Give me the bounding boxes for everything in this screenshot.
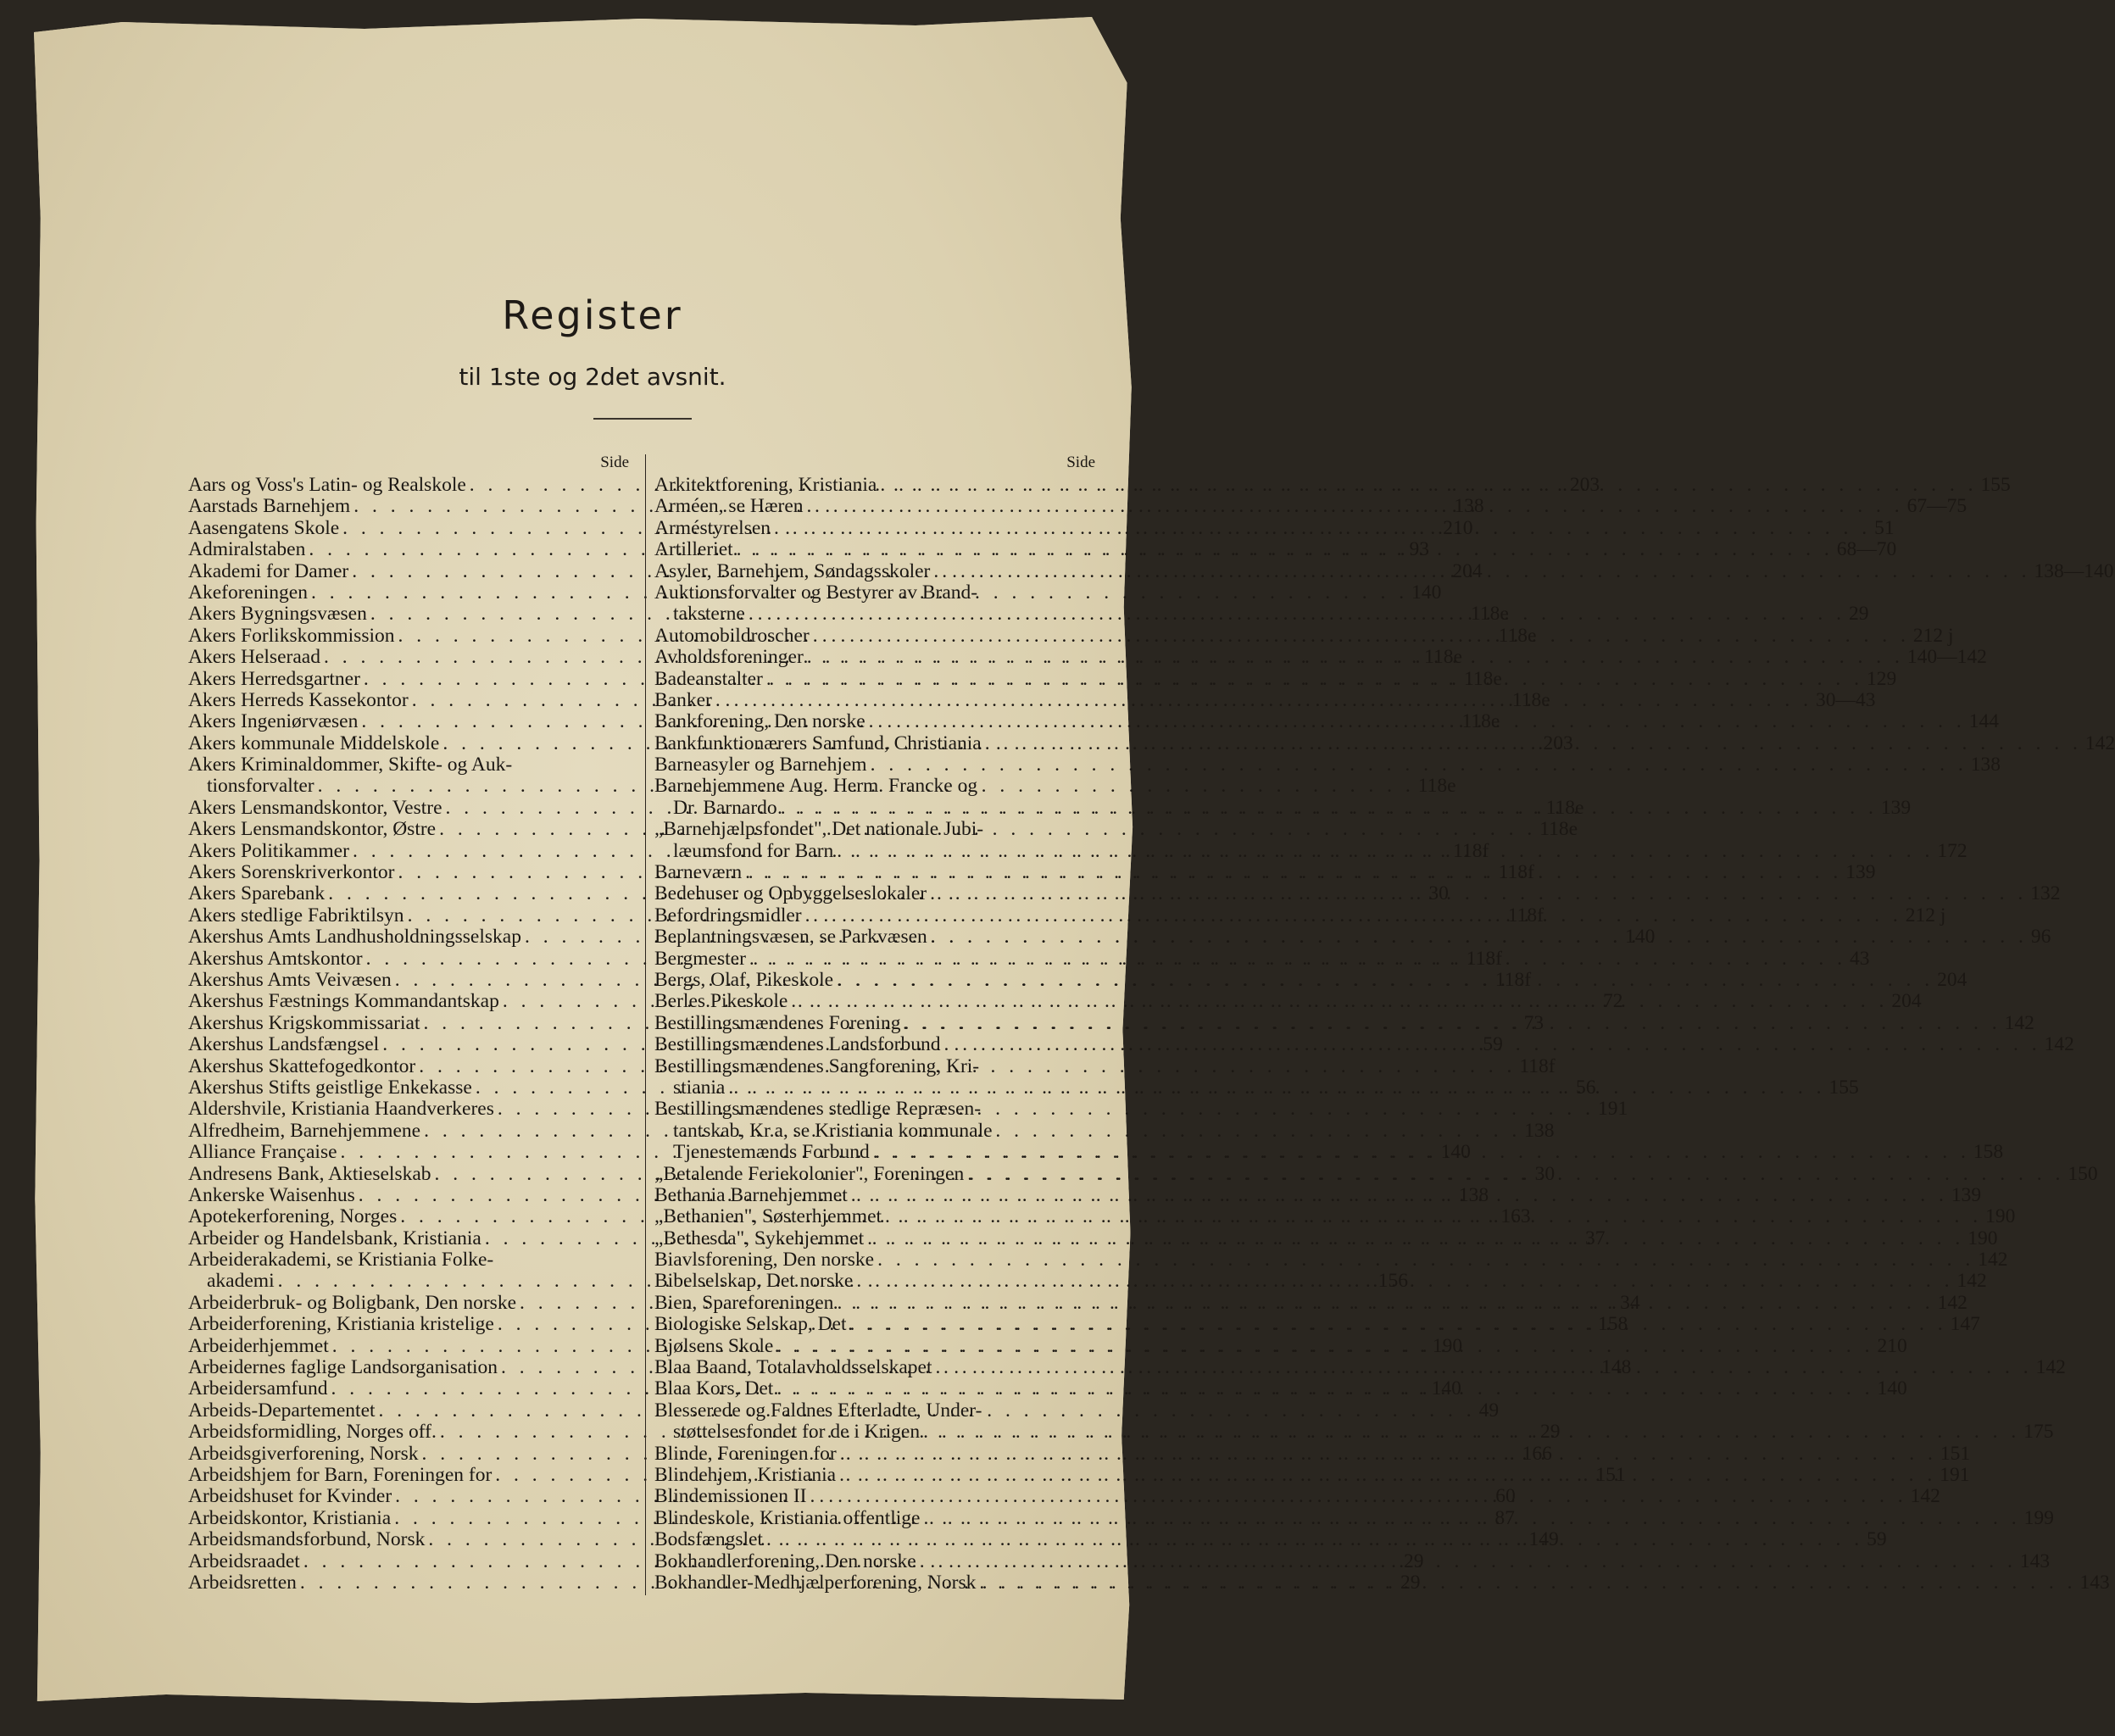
entry-name: Artilleriet bbox=[654, 538, 733, 561]
entry-page: 118e bbox=[1545, 796, 1584, 819]
leader-dots bbox=[850, 1314, 1947, 1335]
entry-name: Bokhandlerforening, Den norske bbox=[654, 1550, 916, 1572]
leader-dots bbox=[807, 647, 1904, 668]
entry-name: Akers Lensmandskontor, Østre bbox=[188, 818, 437, 841]
leader-dots bbox=[873, 1142, 1970, 1163]
entry-page: 51 bbox=[1874, 516, 1895, 539]
entry-page: 191 bbox=[1940, 1463, 1970, 1486]
entry-name: Arbeiderbruk- og Boligbank, Den norske bbox=[188, 1291, 517, 1314]
entry-page: 72 bbox=[1602, 990, 1623, 1013]
leader-dots bbox=[837, 841, 1934, 862]
title-rule bbox=[593, 418, 692, 420]
entry-page: 204 bbox=[1937, 968, 1968, 991]
entry-name: Alfredheim, Barnehjemmene bbox=[188, 1119, 421, 1142]
entry-page: 37 bbox=[1585, 1227, 1606, 1249]
entry-page: 190 bbox=[1985, 1205, 2016, 1228]
leader-dots bbox=[745, 862, 1842, 883]
entry-page: 142 bbox=[1978, 1249, 2008, 1271]
entry-name: Arbeidsraadet bbox=[188, 1550, 300, 1572]
entry-page: 147 bbox=[1950, 1313, 1980, 1336]
entry-name: Ankerske Waisenhus bbox=[188, 1183, 355, 1206]
entry-name: Akershus Amtskontor bbox=[188, 947, 363, 970]
entry-page: 118e bbox=[1464, 667, 1502, 690]
entry-name: Alliance Française bbox=[188, 1141, 337, 1164]
entry-page: 138—140 bbox=[2034, 559, 2114, 582]
entry-name: Berles Pikeskole bbox=[654, 990, 788, 1013]
entry-page: 190 bbox=[1432, 1334, 1463, 1357]
entry-page: 30 bbox=[1534, 1162, 1556, 1185]
entry-page: 118f bbox=[1519, 1054, 1556, 1077]
entry-page: 172 bbox=[1937, 839, 1968, 862]
index-entry bbox=[654, 1249, 2008, 1271]
leader-dots bbox=[923, 1422, 2020, 1443]
entry-name: Arbeiderhjemmet bbox=[188, 1334, 329, 1357]
entry-name: Akershus Skattefogedkontor bbox=[188, 1054, 416, 1077]
entry-name: Bodsfængslet bbox=[654, 1528, 763, 1551]
page-subtitle: til 1ste og 2det avsnit. bbox=[459, 363, 726, 391]
leader-dots bbox=[920, 1551, 2017, 1572]
entry-page: 204 bbox=[1452, 559, 1483, 582]
entry-name: Bestillingsmændenes Sangforening, Kri- bbox=[654, 1054, 980, 1077]
entry-name: Akers kommunale Middelskole bbox=[188, 732, 440, 754]
leader-dots bbox=[924, 1508, 2021, 1529]
entry-page: 29 bbox=[1539, 1421, 1561, 1444]
entry-page: 163 bbox=[1500, 1205, 1531, 1228]
entry-name: Bedehuser og Opbyggelseslokaler bbox=[654, 882, 927, 905]
entry-name: akademi bbox=[207, 1270, 275, 1293]
entry-name: læumsfond for Barn bbox=[673, 839, 834, 862]
entry-name: Banker bbox=[654, 688, 712, 711]
entry-page: 132 bbox=[2030, 882, 2061, 905]
entry-page: 151 bbox=[1595, 1463, 1626, 1486]
entry-page: 34 bbox=[1620, 1291, 1640, 1314]
entry-name: Bethania Barnehjemmet bbox=[654, 1183, 848, 1206]
entry-name: Akers Sparebank bbox=[188, 882, 326, 905]
entry-name: Bestillingsmændenes stedlige Repræsen- bbox=[654, 1098, 982, 1121]
leader-dots bbox=[877, 1249, 1974, 1271]
entry-name: Bestillingsmændenes Landsforbund bbox=[654, 1033, 941, 1056]
entry-name: Barnehjemmene Aug. Herm. Francke og bbox=[654, 775, 978, 798]
entry-name: Akers Herreds Kassekontor bbox=[188, 688, 409, 711]
entry-page: 212 j bbox=[1912, 624, 1954, 647]
leader-dots bbox=[885, 1206, 1982, 1227]
leader-dots bbox=[867, 1228, 1964, 1249]
leader-dots bbox=[837, 1293, 1934, 1314]
entry-name: Apotekerforening, Norges bbox=[188, 1205, 398, 1228]
leader-dots bbox=[840, 1444, 1937, 1465]
entry-page: 142 bbox=[1910, 1485, 1940, 1508]
entry-name: Bankfunktionærers Samfund, Christiania bbox=[654, 732, 982, 754]
leader-dots bbox=[791, 991, 1888, 1012]
entry-name: Arbeidsmandsforbund, Norsk bbox=[188, 1528, 426, 1551]
entry-name: „Barnehjælpsfondet", Det nationale Jubi- bbox=[654, 818, 984, 841]
entry-name: Arbeiderforening, Kristiania kristelige bbox=[188, 1313, 494, 1336]
entry-page: 138 bbox=[1458, 1183, 1489, 1206]
entry-page: 29 bbox=[1403, 1550, 1424, 1572]
leader-dots bbox=[869, 711, 1966, 732]
entry-page: 148 bbox=[1601, 1356, 1632, 1379]
entry-name: tionsforvalter bbox=[207, 775, 314, 798]
leader-dots bbox=[930, 883, 2027, 904]
entry-name: Arbeidernes faglige Landsorganisation bbox=[188, 1356, 498, 1379]
entry-page: 138 bbox=[1970, 754, 2001, 776]
entry-page: 96 bbox=[2030, 926, 2051, 949]
entry-name: Akers Lensmandskontor, Vestre bbox=[188, 796, 442, 819]
entry-name: tantskab, Kr.a, se Kristiania kommunale bbox=[673, 1119, 993, 1142]
entry-page: 150 bbox=[2068, 1162, 2098, 1185]
entry-page: 138 bbox=[1524, 1119, 1555, 1142]
entry-name: Akademi for Damer bbox=[188, 559, 349, 582]
entry-page: 30 bbox=[1428, 882, 1449, 905]
leader-dots bbox=[776, 1336, 1873, 1357]
entry-name: Arbeidsformidling, Norges off. bbox=[188, 1421, 437, 1444]
index-entry bbox=[188, 1249, 629, 1271]
side-label-right: Side bbox=[1066, 453, 1095, 471]
entry-name: Akershus Landsfængsel bbox=[188, 1033, 380, 1056]
entry-name: Arbeidshuset for Kvinder bbox=[188, 1485, 392, 1508]
leader-dots bbox=[856, 1271, 1953, 1292]
entry-page: 118f bbox=[1498, 861, 1534, 884]
entry-page: 118e bbox=[1498, 624, 1537, 647]
entry-page: 142 bbox=[2044, 1033, 2074, 1056]
entry-page: 68—70 bbox=[1836, 538, 1897, 561]
entry-name: Akers Ingeniørvæsen bbox=[188, 710, 359, 733]
entry-page: 59 bbox=[1483, 1033, 1503, 1056]
leader-dots bbox=[851, 1185, 1948, 1206]
entry-page: 118f bbox=[1507, 904, 1544, 926]
leader-dots bbox=[766, 669, 1863, 690]
entry-name: Befordringsmidler bbox=[654, 904, 802, 926]
entry-page: 87 bbox=[1494, 1506, 1515, 1529]
entry-page: 49 bbox=[1478, 1399, 1500, 1422]
entry-name: Beplantningsvæsen, se Parkvæsen bbox=[654, 926, 927, 949]
entry-name: Asyler, Barnehjem, Søndagsskoler bbox=[654, 559, 931, 582]
entry-name: Avholdsforeninger bbox=[654, 646, 804, 669]
entry-page: 73 bbox=[1523, 1011, 1545, 1034]
leader-dots bbox=[880, 475, 1977, 496]
entry-page: 139 bbox=[1845, 861, 1876, 884]
entry-name: Akers Helseraad bbox=[188, 646, 320, 669]
entry-page: 158 bbox=[1598, 1313, 1628, 1336]
leader-dots bbox=[985, 733, 2082, 754]
entry-page: 210 bbox=[1877, 1334, 1907, 1357]
entry-page: 138 bbox=[1454, 495, 1484, 518]
entry-name: Blindeskole, Kristiania offentlige bbox=[654, 1506, 921, 1529]
entry-page: 118e bbox=[1539, 818, 1578, 841]
entry-name: Tjenestemænds Forbund bbox=[673, 1141, 870, 1164]
entry-name: Aasengatens Skole bbox=[188, 516, 340, 539]
leader-dots bbox=[749, 949, 1846, 970]
entry-page: 142 bbox=[1937, 1291, 1968, 1314]
entry-page: 151 bbox=[1940, 1442, 1971, 1465]
entry-page: 204 bbox=[1891, 990, 1922, 1013]
entry-name: Biologiske Selskap, Det bbox=[654, 1313, 847, 1336]
entry-page: 118e bbox=[1511, 688, 1550, 711]
entry-name: Automobildroscher bbox=[654, 624, 810, 647]
index-entry bbox=[654, 1099, 1095, 1120]
entry-page: 203 bbox=[1569, 474, 1600, 496]
entry-page: 29 bbox=[1848, 603, 1869, 626]
entry-page: 155 bbox=[1980, 474, 2011, 496]
entry-name: Arbeidshjem for Barn, Foreningen for bbox=[188, 1463, 493, 1486]
leader-dots bbox=[904, 1013, 2001, 1034]
entry-page: 156 bbox=[1378, 1270, 1408, 1293]
index-entry bbox=[654, 754, 2001, 776]
entry-name: Arbeidsretten bbox=[188, 1571, 297, 1594]
index-entry bbox=[654, 776, 1095, 797]
entry-page: 175 bbox=[2023, 1421, 2054, 1444]
leader-dots bbox=[871, 754, 1968, 776]
entry-name: Barneværn bbox=[654, 861, 743, 884]
index-entry bbox=[654, 582, 1095, 604]
column-divider bbox=[645, 454, 646, 1595]
leader-dots bbox=[813, 626, 1910, 647]
entry-page: 93 bbox=[1409, 538, 1429, 561]
entry-name: Aarstads Barnehjem bbox=[188, 495, 351, 518]
entry-name: Arkitektforening, Kristiania bbox=[654, 474, 877, 496]
entry-name: Akershus Fæstnings Kommandantskap bbox=[188, 990, 499, 1013]
entry-name: Bergmester bbox=[654, 947, 746, 970]
entry-page: 118e bbox=[1417, 775, 1456, 798]
entry-name: Blesserede og Faldnes Efterladte, Under- bbox=[654, 1399, 982, 1422]
entry-name: støttelsesfondet for de i Krigen bbox=[673, 1421, 921, 1444]
entry-name: Akershus Amts Landhusholdningsselskap bbox=[188, 926, 521, 949]
entry-page: 60 bbox=[1495, 1485, 1516, 1508]
entry-name: Akershus Krigskommissariat bbox=[188, 1011, 420, 1034]
side-label-left: Side bbox=[600, 453, 629, 471]
entry-page: 203 bbox=[1543, 732, 1573, 754]
entry-page: 139 bbox=[1951, 1183, 1982, 1206]
entry-name: Barneasyler og Barnehjem bbox=[654, 754, 867, 776]
entry-name: Akers Bygningsvæsen bbox=[188, 603, 367, 626]
entry-page: 29 bbox=[1400, 1571, 1421, 1594]
leader-dots bbox=[774, 518, 1871, 539]
entry-page: 210 bbox=[1443, 516, 1473, 539]
index-entry bbox=[654, 1121, 1095, 1142]
entry-page: 129 bbox=[1867, 667, 1897, 690]
leader-dots bbox=[967, 1164, 2064, 1185]
entry-name: taksterne bbox=[673, 603, 745, 626]
entry-page: 139 bbox=[1880, 796, 1912, 819]
index-entry bbox=[654, 1056, 1095, 1077]
entry-name: Andresens Bank, Aktieselskab bbox=[188, 1162, 431, 1185]
entry-page: 140 bbox=[1625, 926, 1656, 949]
entry-page: 142 bbox=[1956, 1270, 1987, 1293]
entry-name: Blinde, Foreningen for bbox=[654, 1442, 837, 1465]
entry-name: Admiralstaben bbox=[188, 538, 306, 561]
leader-dots bbox=[776, 1378, 1873, 1399]
leader-dots bbox=[837, 970, 1934, 991]
leader-dots bbox=[715, 690, 1812, 711]
entry-page: 155 bbox=[1828, 1076, 1859, 1099]
entry-name: Akeforeningen bbox=[188, 581, 308, 604]
entry-name: Arbeidersamfund bbox=[188, 1377, 328, 1400]
entry-page: 199 bbox=[2023, 1506, 2054, 1529]
entry-name: Auktionsforvalter og Bestyrer av Brand- bbox=[654, 581, 978, 604]
entry-name: Akers Politikammer bbox=[188, 839, 349, 862]
leader-dots bbox=[933, 561, 2030, 582]
entry-name: Bjølsens Skole bbox=[654, 1334, 774, 1357]
entry-name: stiania bbox=[673, 1076, 726, 1099]
leader-dots bbox=[728, 1077, 1825, 1099]
entry-name: „Bethanien", Søsterhjemmet bbox=[654, 1205, 882, 1228]
leader-dots bbox=[766, 1529, 1863, 1550]
entry-page: 143 bbox=[2019, 1550, 2051, 1572]
entry-page: 118f bbox=[1494, 968, 1532, 991]
entry-page: 144 bbox=[1968, 710, 2000, 733]
entry-page: 140 bbox=[1440, 1141, 1471, 1164]
leader-dots bbox=[781, 798, 1878, 819]
entry-name: Bankforening, Den norske bbox=[654, 710, 865, 733]
entry-page: 30—43 bbox=[1816, 688, 1876, 711]
entry-name: Aldershvile, Kristiania Haandverkeres bbox=[188, 1098, 494, 1121]
entry-page: 158 bbox=[1973, 1141, 2004, 1164]
entry-page: 59 bbox=[1867, 1528, 1887, 1551]
entry-name: Akershus Amts Veivæsen bbox=[188, 968, 392, 991]
entry-name: „Betalende Feriekolonier", Foreningen bbox=[654, 1162, 965, 1185]
entry-name: Bien, Spareforeningen bbox=[654, 1291, 834, 1314]
entry-name: Arbeidskontor, Kristiania bbox=[188, 1506, 392, 1529]
entry-name: Badeanstalter bbox=[654, 667, 763, 690]
entry-name: Akers Forlikskommission bbox=[188, 624, 395, 647]
leader-dots bbox=[979, 1572, 2076, 1594]
entry-page: 142 bbox=[2084, 732, 2115, 754]
entry-name: Arméen, se Hæren bbox=[654, 495, 804, 518]
leader-dots bbox=[749, 604, 1845, 625]
entry-name: Bergs, Olaf, Pikeskole bbox=[654, 968, 834, 991]
entry-page: 118f bbox=[1453, 839, 1489, 862]
entry-name: Blindehjem, Kristiania bbox=[654, 1463, 837, 1486]
leader-dots bbox=[737, 539, 1834, 560]
page-title: Register bbox=[502, 292, 683, 338]
entry-page: 43 bbox=[1850, 947, 1870, 970]
entry-name: Arbeider og Handelsbank, Kristiania bbox=[188, 1227, 481, 1249]
entry-page: 140—142 bbox=[1906, 646, 1987, 669]
entry-page: 142 bbox=[2035, 1356, 2066, 1379]
entry-page: 143 bbox=[2079, 1571, 2110, 1594]
entry-name: Akers Sorenskriverkontor bbox=[188, 861, 395, 884]
entry-name: Bestillingsmændenes Forening bbox=[654, 1011, 901, 1034]
entry-name: Biavlsforening, Den norske bbox=[654, 1249, 875, 1271]
entry-name: Arbeids-Departementet bbox=[188, 1399, 376, 1422]
entry-name: Aars og Voss's Latin- og Realskole bbox=[188, 474, 466, 496]
entry-name: Blaa Baand, Totalavholdsselskapet bbox=[654, 1356, 932, 1379]
entry-name: Akers Herredsgartner bbox=[188, 667, 360, 690]
entry-page: 56 bbox=[1575, 1076, 1596, 1099]
entry-name: Blindemissionen II bbox=[654, 1485, 807, 1508]
entry-name: Bibelselskap, Det norske bbox=[654, 1270, 854, 1293]
entry-page: 67—75 bbox=[1906, 495, 1968, 518]
leader-dots bbox=[805, 905, 1902, 926]
leader-dots bbox=[943, 1034, 2040, 1055]
leader-dots bbox=[839, 1465, 1936, 1486]
index-entry bbox=[654, 819, 1095, 840]
entry-name: Arbeiderakademi, se Kristiania Folke- bbox=[188, 1249, 494, 1271]
entry-name: Akers stedlige Fabriktilsyn bbox=[188, 904, 404, 926]
entry-name: Bokhandler-Medhjælperforening, Norsk bbox=[654, 1571, 977, 1594]
entry-page: 212 j bbox=[1905, 904, 1946, 926]
entry-page: 140 bbox=[1877, 1377, 1907, 1400]
entry-name: Dr. Barnardo bbox=[673, 796, 777, 819]
index-entry bbox=[188, 754, 629, 776]
entry-name: „Bethesda", Sykehjemmet bbox=[654, 1227, 865, 1249]
index-entry bbox=[654, 1377, 1907, 1400]
entry-name: Akershus Stifts geistlige Enkekasse bbox=[188, 1076, 472, 1099]
entry-page: 190 bbox=[1968, 1227, 1998, 1249]
leader-dots bbox=[936, 1357, 2033, 1378]
entry-page: 140 bbox=[1411, 581, 1442, 604]
entry-page: 118e bbox=[1424, 646, 1462, 669]
entry-name: Arbeidsgiverforening, Norsk bbox=[188, 1442, 419, 1465]
entry-page: 166 bbox=[1522, 1442, 1552, 1465]
entry-page: 118f bbox=[1466, 947, 1502, 970]
leader-dots bbox=[807, 496, 1904, 517]
entry-page: 191 bbox=[1597, 1098, 1628, 1121]
index-entry bbox=[654, 1400, 1095, 1422]
entry-name: Akers Kriminaldommer, Skifte- og Auk- bbox=[188, 754, 513, 776]
entry-page: 140 bbox=[1431, 1377, 1461, 1400]
leader-dots bbox=[810, 1486, 1907, 1507]
leader-dots bbox=[931, 926, 2028, 948]
entry-name: Blaa Kors, Det bbox=[654, 1377, 774, 1400]
entry-page: 142 bbox=[2004, 1011, 2034, 1034]
entry-page: 149 bbox=[1528, 1528, 1559, 1551]
entry-page: 118e bbox=[1461, 710, 1500, 733]
entry-name: Arméstyrelsen bbox=[654, 516, 771, 539]
entry-page: 118e bbox=[1470, 603, 1509, 626]
